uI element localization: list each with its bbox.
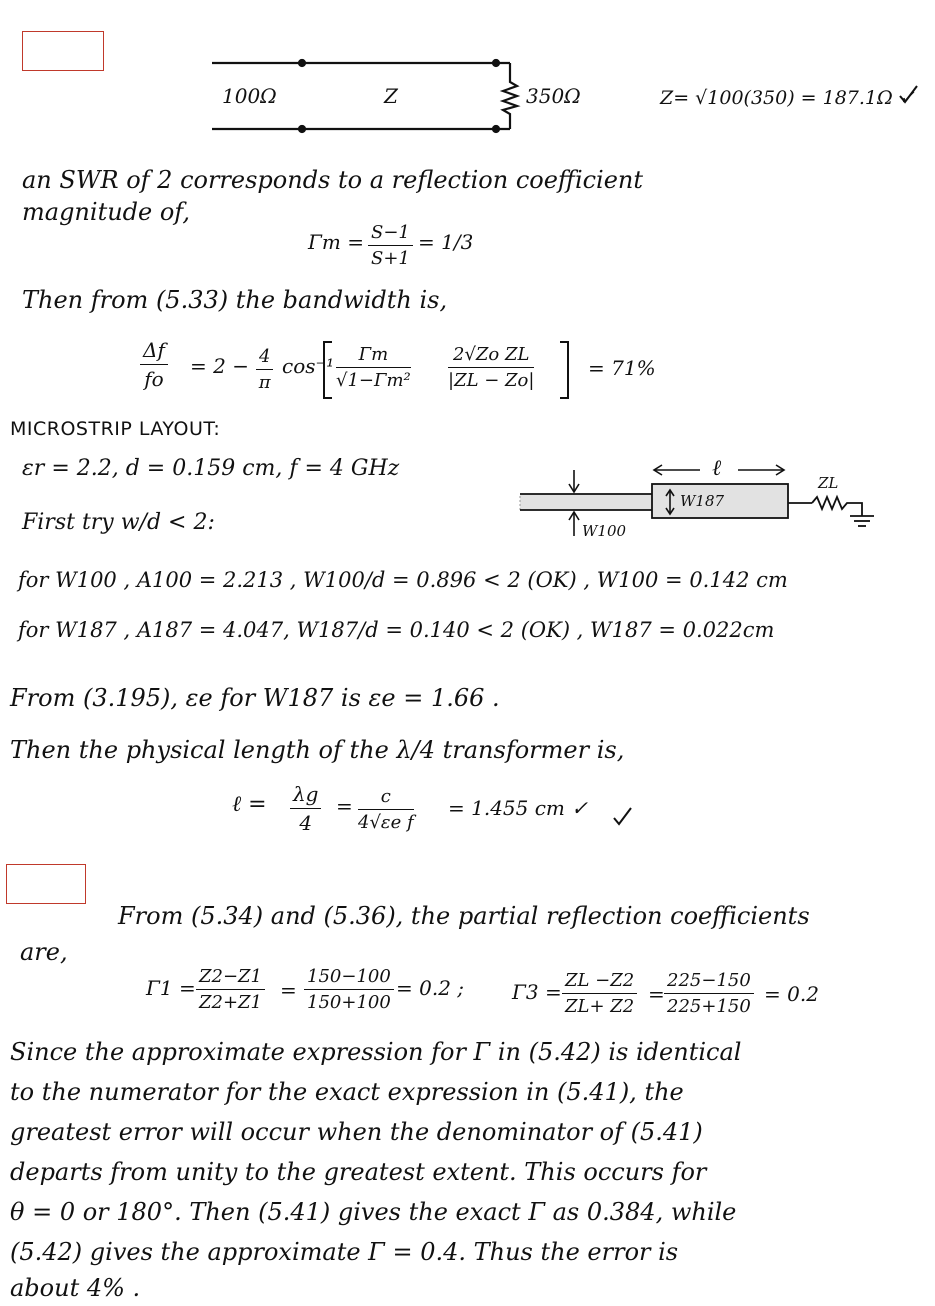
swr-text-line: magnitude of, bbox=[22, 198, 190, 226]
fraction-denominator: 150+100 bbox=[307, 992, 391, 1013]
length-lhs: ℓ = bbox=[232, 792, 267, 817]
w100-calc-line: for W100 , A100 = 2.213 , W100/d = 0.896 < 2 (OK) , W100 = 0.142 cm bbox=[18, 568, 788, 592]
fraction-denominator: |ZL − Zo| bbox=[448, 370, 535, 391]
fraction-numerator: λg bbox=[290, 782, 321, 809]
line-impedance-label: Z bbox=[384, 84, 398, 108]
gamma-m-lhs: Γm = bbox=[308, 230, 364, 254]
bandwidth-mid: = 2 − bbox=[190, 354, 249, 378]
bandwidth-result: = 71% bbox=[588, 356, 656, 380]
zl-resistor bbox=[812, 497, 862, 516]
fraction-denominator: π bbox=[258, 372, 271, 393]
junction-dot bbox=[493, 126, 499, 132]
paragraph-line: to the numerator for the exact expression in (5.41), the bbox=[10, 1078, 684, 1106]
source-impedance-label: 100Ω bbox=[222, 84, 277, 108]
gamma1-lhs: Γ1 = bbox=[146, 976, 196, 1000]
fraction-numerator: Z2−Z1 bbox=[196, 966, 265, 990]
paragraph-line: (5.42) gives the approximate Γ = 0.4. Thus the error is bbox=[10, 1238, 679, 1266]
load-resistor bbox=[503, 63, 517, 129]
fraction-denominator: √1−Γm² bbox=[336, 370, 411, 391]
gamma3-numeric-fraction bbox=[664, 970, 754, 1017]
gamma1-symbolic-fraction bbox=[196, 966, 265, 1013]
paragraph-line: greatest error will occur when the denominator of (5.41) bbox=[10, 1118, 703, 1146]
equals-sign: = bbox=[648, 982, 665, 1006]
layout-heading: MICROSTRIP LAYOUT: bbox=[10, 418, 221, 440]
length-result: = 1.455 cm ✓ bbox=[448, 796, 589, 820]
c-over-four-sqrt-fraction bbox=[358, 786, 414, 833]
gamma3-result: = 0.2 bbox=[764, 982, 819, 1006]
impedance-result: Z= √100(350) = 187.1Ω ✓ bbox=[660, 87, 915, 109]
arccos-label: cos⁻¹ bbox=[282, 354, 335, 378]
substrate-params: εr = 2.2, d = 0.159 cm, f = 4 GHz bbox=[22, 456, 400, 481]
zl-label: ZL bbox=[818, 474, 839, 492]
gamma3-lhs: Γ3 = bbox=[512, 980, 562, 1004]
gamma-m-rhs: = 1/3 bbox=[418, 230, 474, 254]
fraction-numerator: 4 bbox=[256, 346, 273, 370]
fraction-denominator: ZL+ Z2 bbox=[565, 996, 635, 1017]
problem2-intro: From (5.34) and (5.36), the partial reflection coefficients bbox=[118, 902, 810, 930]
gamma1-result: = 0.2 ; bbox=[396, 976, 465, 1000]
w100-strip bbox=[520, 494, 652, 510]
load-impedance-label: 350Ω bbox=[526, 84, 581, 108]
gamma3-symbolic-fraction bbox=[562, 970, 637, 1017]
w187-calc-line: for W187 , A187 = 4.047, W187/d = 0.140 < 2 (OK) , W187 = 0.022cm bbox=[18, 618, 775, 642]
fraction-denominator: Z2+Z1 bbox=[199, 992, 262, 1013]
fraction-numerator: ZL −Z2 bbox=[562, 970, 637, 994]
problem2-are: are, bbox=[20, 938, 68, 966]
four-over-pi-fraction bbox=[256, 346, 273, 393]
fraction-numerator: c bbox=[358, 786, 414, 810]
impedance-ratio-fraction bbox=[448, 344, 534, 391]
junction-dot bbox=[299, 126, 305, 132]
paragraph-line: departs from unity to the greatest extent. This occurs for bbox=[10, 1158, 707, 1186]
fraction-denominator: fo bbox=[144, 367, 164, 391]
fraction-denominator: S+1 bbox=[371, 248, 410, 269]
eps-eff-line: From (3.195), εe for W187 is εe = 1.66 . bbox=[10, 684, 500, 712]
junction-dot bbox=[493, 60, 499, 66]
fraction-numerator: 150−100 bbox=[304, 966, 394, 990]
fraction-denominator: 4 bbox=[299, 811, 313, 835]
fraction-numerator: 2√Zo ZL bbox=[448, 344, 534, 368]
bandwidth-lhs-fraction bbox=[140, 338, 168, 391]
paragraph-line: θ = 0 or 180°. Then (5.41) gives the exact Γ as 0.384, while bbox=[10, 1198, 737, 1226]
lambda-over-four-fraction bbox=[290, 782, 321, 835]
swr-text-line: an SWR of 2 corresponds to a reflection coefficient bbox=[22, 166, 644, 194]
fraction-denominator: 4√εe f bbox=[358, 812, 414, 833]
fraction-numerator: Δf bbox=[140, 338, 168, 365]
gamma-m-fraction bbox=[368, 222, 413, 269]
length-intro: Then the physical length of the λ/4 transformer is, bbox=[10, 736, 625, 764]
fraction-denominator: 225+150 bbox=[667, 996, 751, 1017]
paragraph-line: Since the approximate expression for Γ in (5.42) is identical bbox=[10, 1038, 742, 1066]
gamma1-numeric-fraction bbox=[304, 966, 394, 1013]
w100-label: W100 bbox=[582, 522, 627, 540]
gamma-ratio-fraction bbox=[336, 344, 411, 391]
check-mark-icon bbox=[614, 808, 631, 824]
fraction-numerator: Γm bbox=[336, 344, 411, 368]
fraction-numerator: 225−150 bbox=[664, 970, 754, 994]
w187-label: W187 bbox=[680, 492, 725, 510]
fraction-numerator: S−1 bbox=[368, 222, 413, 246]
equals-sign: = bbox=[336, 794, 353, 818]
paragraph-line: about 4% . bbox=[10, 1274, 141, 1302]
bandwidth-intro: Then from (5.33) the bandwidth is, bbox=[22, 286, 448, 314]
junction-dot bbox=[299, 60, 305, 66]
length-label: ℓ bbox=[712, 456, 722, 481]
first-try-line: First try w/d < 2: bbox=[22, 510, 215, 535]
equals-sign: = bbox=[280, 978, 297, 1002]
